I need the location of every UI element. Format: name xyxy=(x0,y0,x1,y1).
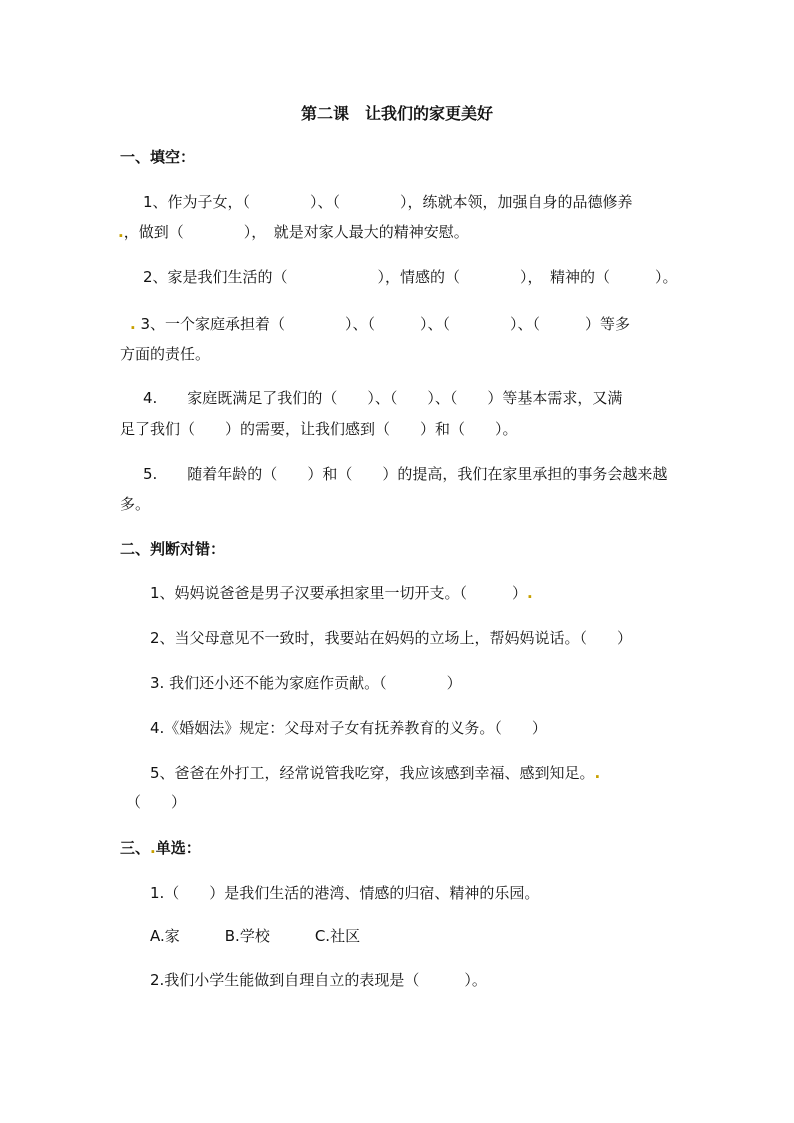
judge-question-1: 1、妈妈说爸爸是男子汉要承担家里一切开支。（ ） xyxy=(150,584,528,602)
decorative-mark: . xyxy=(594,764,601,782)
judge-question-5-line-1-wrapper xyxy=(150,763,600,783)
choice-question-1: 1.（ ）是我们生活的港湾、情感的归宿、精神的乐园。 xyxy=(150,884,540,902)
judge-question-5-line-1: 5、爸爸在外打工，经常说管我吃穿，我应该感到幸福、感到知足。 xyxy=(150,764,595,782)
fill-question-1-line-2-wrapper xyxy=(118,222,469,242)
fill-question-5-line-2: 多。 xyxy=(120,495,151,513)
choice-question-2: 2.我们小学生能做到自理自立的表现是（ ）。 xyxy=(150,971,487,989)
section-heading-fill-in: 一、填空： xyxy=(120,148,196,166)
fill-question-3-line-1: 3、一个家庭承担着（ ）、（ ）、（ ）、（ ）等多 xyxy=(135,315,631,333)
fill-question-3-line-2: 方面的责任。 xyxy=(120,345,211,363)
decorative-mark: . xyxy=(118,223,124,241)
section-heading-true-false: 二、判断对错： xyxy=(120,540,226,558)
judge-question-5-line-2: （ ） xyxy=(126,793,187,811)
fill-question-4-line-1: 4. 家庭既满足了我们的（ ）、（ ）、（ ）等基本需求，又满 xyxy=(143,389,623,407)
section-heading-single-choice xyxy=(120,838,201,858)
fill-question-5-line-1: 5. 随着年龄的（ ）和（ ）的提高，我们在家里承担的事务会越来越 xyxy=(143,465,668,483)
decorative-mark: . xyxy=(527,584,533,602)
judge-question-3: 3. 我们还小还不能为家庭作贡献。（ ） xyxy=(150,674,462,692)
fill-question-4-line-2: 足了我们（ ）的需要，让我们感到（ ）和（ ）。 xyxy=(120,420,518,438)
judge-question-4: 4.《婚姻法》规定：父母对子女有抚养教育的义务。（ ） xyxy=(150,719,547,737)
fill-question-2: 2、家是我们生活的（ ），情感的（ ）， 精神的（ ）。 xyxy=(143,268,678,286)
decorative-mark: . xyxy=(130,315,136,333)
fill-question-3-line-1-wrapper xyxy=(130,314,630,334)
page-title: 第二课 让我们的家更美好 xyxy=(300,104,493,123)
decorative-mark: . xyxy=(150,839,156,857)
judge-question-1-wrapper xyxy=(150,583,533,603)
heading-suffix: 单选： xyxy=(155,839,201,857)
fill-question-1-line-2: ，做到（ ）， 就是对家人最大的精神安慰。 xyxy=(123,223,469,241)
heading-prefix: 三、 xyxy=(120,839,151,857)
judge-question-2: 2、当父母意见不一致时，我要站在妈妈的立场上，帮妈妈说话。（ ） xyxy=(150,629,633,647)
fill-question-1-line-1: 1、作为子女，（ ）、（ ），练就本领，加强自身的品德修养 xyxy=(143,193,633,211)
choice-question-1-options: A.家 B.学校 C.社区 xyxy=(150,927,361,945)
